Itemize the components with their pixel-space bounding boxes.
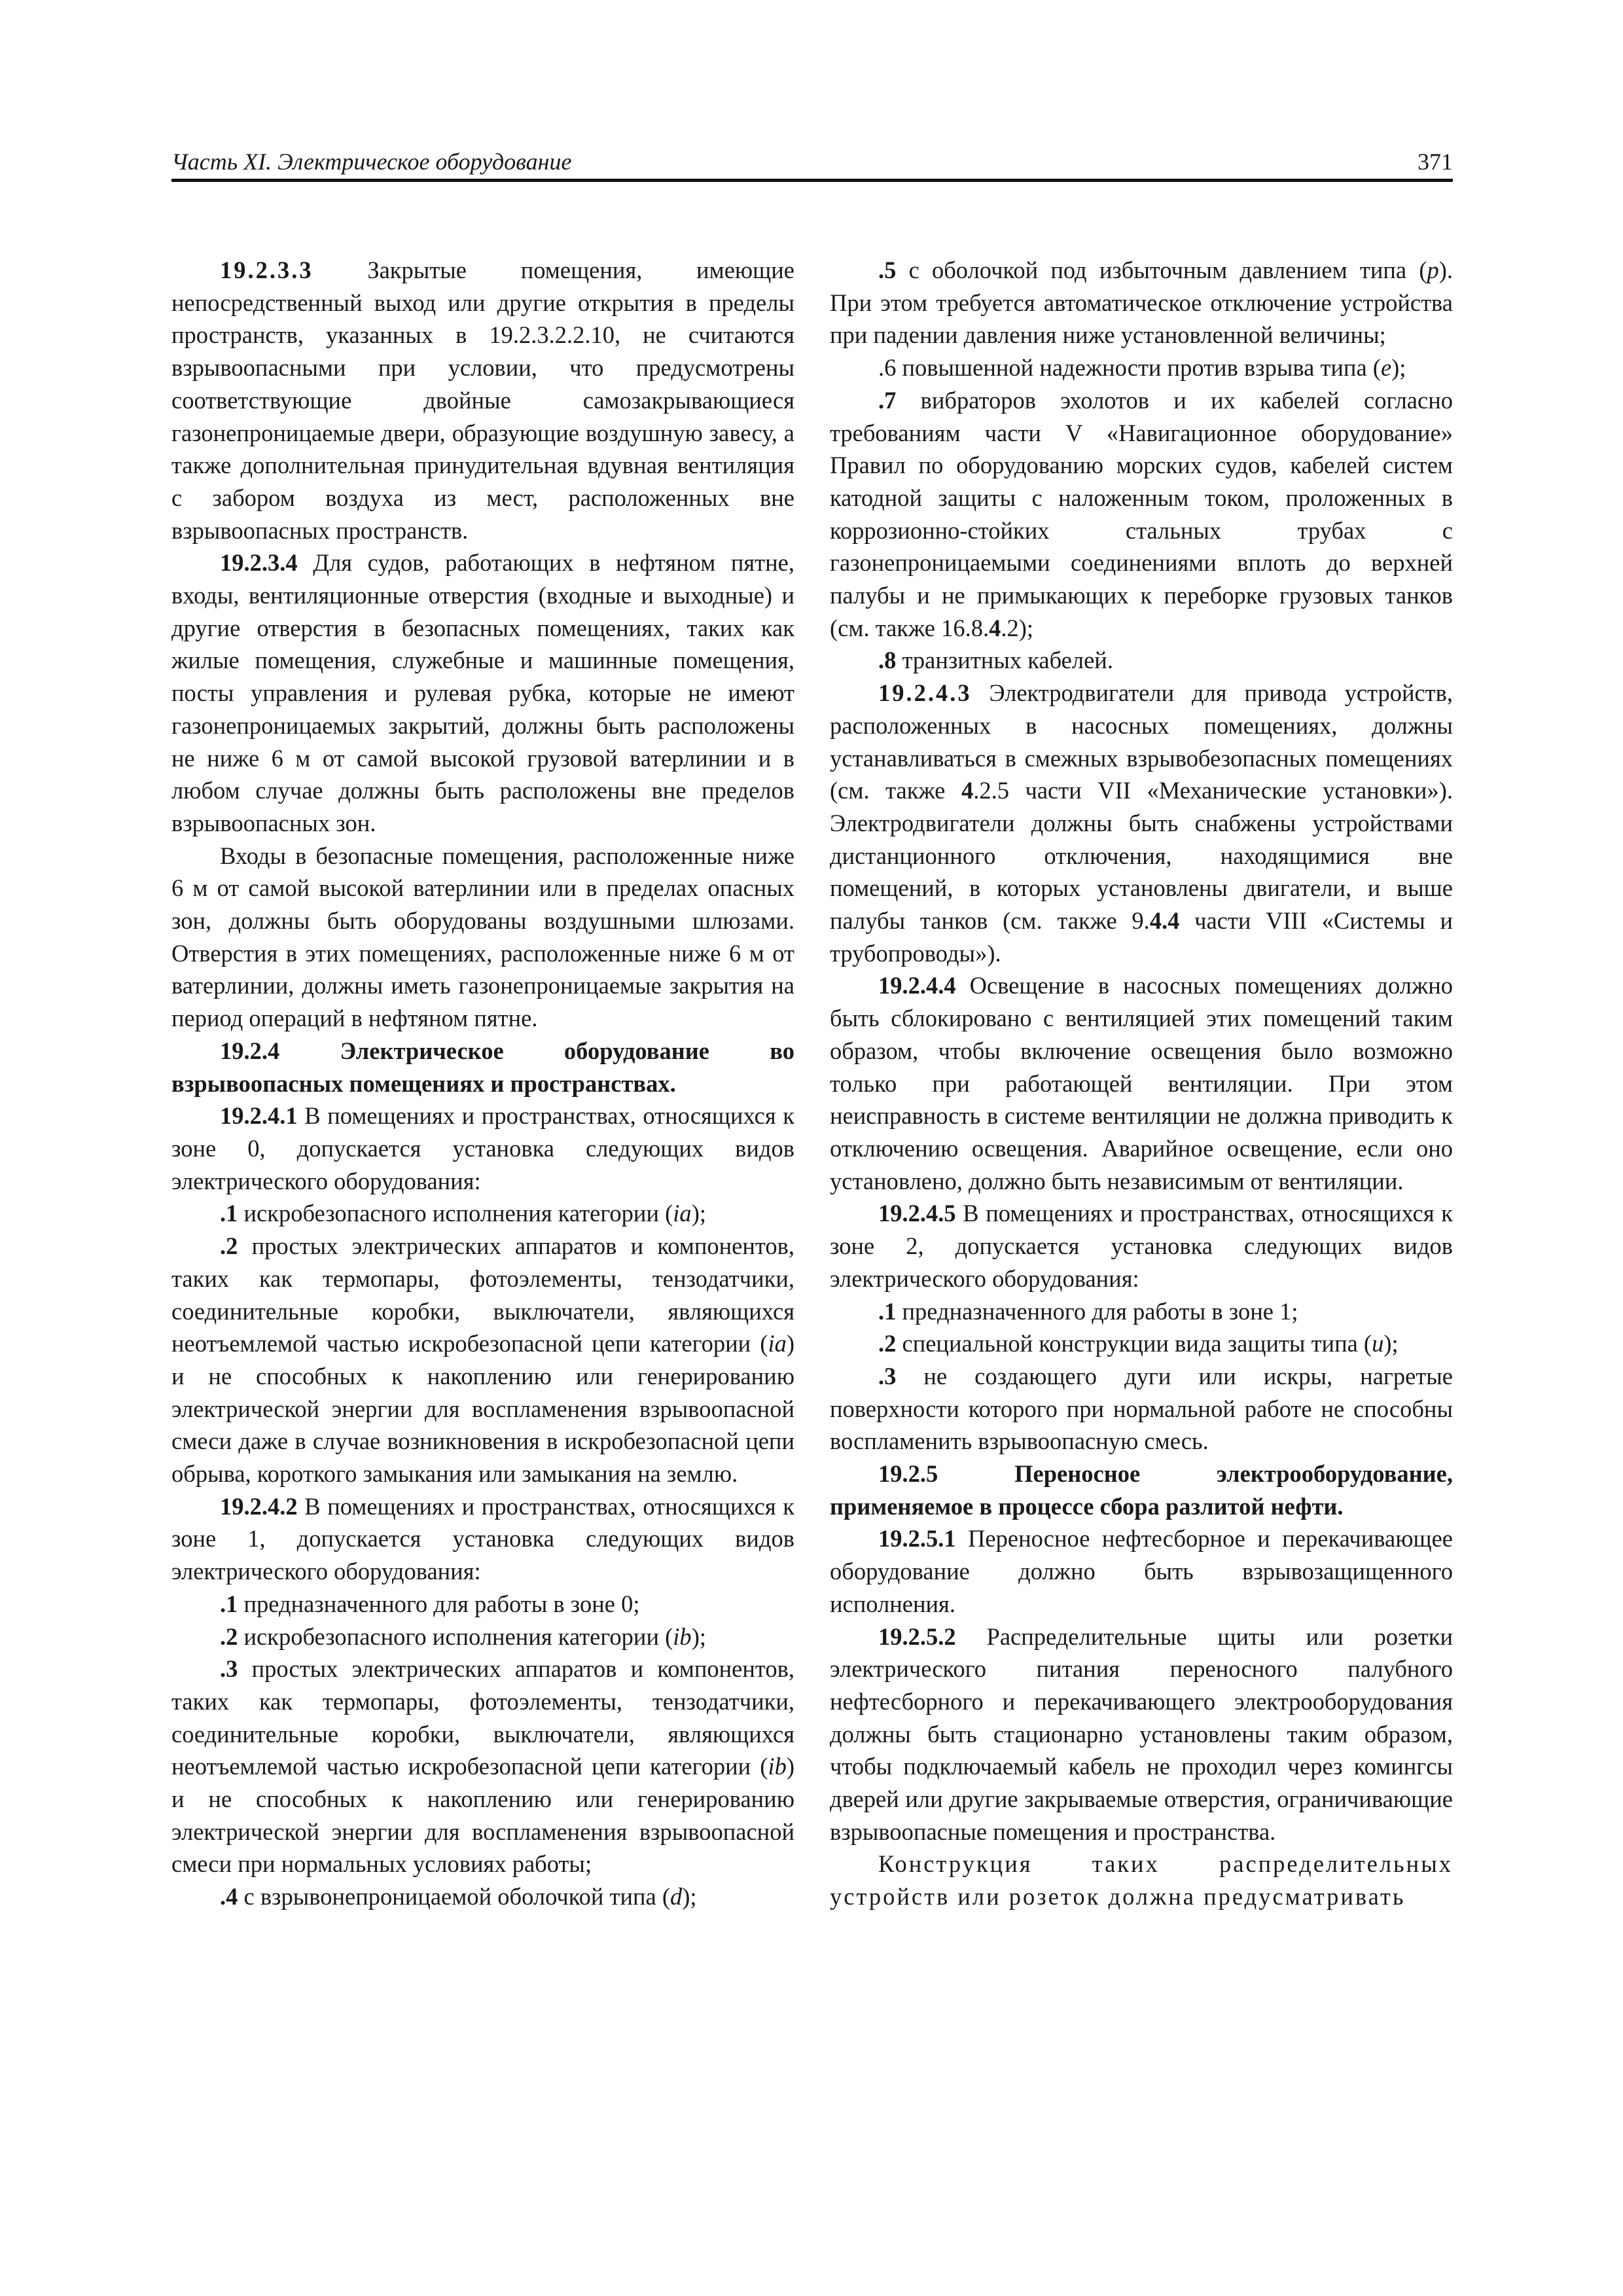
item-text: с взрывонепроницаемой оболочкой типа ( [238,1883,671,1910]
category-code: ib [673,1623,692,1650]
list-item [171,1653,794,1880]
paragraph-text: Распределительные щиты или розетки электрического питания переносного палубного нефтесборного и перекачивающего электрооборудования должны быть стационарно установлены таким образом, чтобы подключаемый кабель не проходил через комингсы дверей или другие закрываемые отверстия, ограничивающие взрывоопасные помещения и пространства. [830,1623,1453,1845]
bold-reference: 4.4 [1149,907,1180,935]
clause-number: 19.2.3.3 [220,257,313,283]
item-text: транзитных кабелей. [896,647,1113,674]
item-text: ); [682,1883,697,1910]
item-text: ) и не способных к накоплению или генерированию электрической энергии для воспламенения взрывоопасной смеси даже в случае возникновения в искробезопасной цепи обрыва, короткого замыкания или замыкания на землю. [171,1330,794,1488]
paragraph-airlocks: Входы в безопасные помещения, расположенные ниже 6 м от самой высокой ватерлинии или в пределах опасных зон, должны быть оборудованы воздушными шлюзами. Отверстия в этих помещениях, расположенные ниже 6 м от ватерлинии, должны иметь газонепроницаемые закрытия на период операций в нефтяном пятне. [171,842,794,1032]
list-item [171,1880,794,1913]
page-number: 371 [1418,149,1453,175]
item-text: простых электрических аппаратов и компонентов, таких как термопары, фотоэлементы, тензодатчики, соединительные коробки, выключатели, являющихся неотъемлемой частью искробезопасной цепи категории ( [171,1655,794,1780]
list-item [830,1327,1453,1360]
item-text: не создающего дуги или искры, нагретые поверхности которого при нормальной работе не способны воспламенить взрывоопасную смесь. [830,1362,1453,1455]
item-text: ). При этом требуется автоматическое отключение устройства при падении давления ниже установленной величины; [830,257,1453,349]
item-text: предназначенного для работы в зоне 0; [238,1590,640,1617]
item-number: .3 [220,1655,238,1683]
item-text: вибраторов эхолотов и их кабелей согласно требованиям части V «Навигационное оборудование» Правил по оборудованию морских судов, кабелей систем катодной защиты с наложенным током, проложенных в коррозионно-стойких стальных трубах с газонепроницаемыми соединениями вплоть до верхней палубы и не примыкающих к переборке грузовых танков (см. также 16.8. [830,386,1453,641]
item-text: ) и не способных к накоплению или генерированию электрической энергии для воспламенения взрывоопасной смеси при нормальных условиях работы; [171,1753,794,1878]
running-header [171,143,1453,182]
list-item [830,254,1453,351]
bold-reference: 4 [989,614,1001,641]
clause-number: 19.2.5.1 [878,1525,956,1552]
paragraph-19-2-4-1 [171,1100,794,1197]
list-item [830,384,1453,645]
paragraph-text: В помещениях и пространствах, относящихся к зоне 2, допускается установка следующих видов электрического оборудования: [830,1200,1453,1292]
paragraph-text: Для судов, работающих в нефтяном пятне, входы, вентиляционные отверстия (входные и выходные) и другие отверстия в безопасных помещениях, таких как жилые помещения, служебные и машинные помещения, посты управления и рулевая рубка, которые не имеют газонепроницаемых закрытий, должны быть расположены не ниже 6 м от самой высокой грузовой ватерлинии и в любом случае должны быть расположены вне пределов взрывоопасных зон. [171,549,794,836]
item-text: искробезопасного исполнения категории ( [238,1200,673,1227]
clause-number: 19.2.4.2 [220,1492,298,1520]
item-text: .2); [1001,614,1034,641]
bold-reference: 4 [961,777,974,804]
right-column [830,254,1453,1913]
list-item [171,1621,794,1653]
category-code: ia [768,1330,787,1357]
clause-number: 19.2.3.4 [220,549,298,577]
item-text: с оболочкой под избыточным давлением типа ( [896,257,1427,283]
paragraph-text: В помещениях и пространствах, относящихся к зоне 0, допускается установка следующих видов электрического оборудования: [171,1102,794,1194]
clause-number: 19.2.4.3 [878,679,972,707]
paragraph-19-2-5-1 [830,1522,1453,1620]
item-number: .1 [878,1297,897,1325]
item-number: .4 [220,1883,238,1910]
item-number: .1 [220,1200,238,1227]
list-item [830,1295,1453,1328]
list-item [171,1588,794,1621]
paragraph-19-2-5-2 [830,1621,1453,1848]
section-heading-19-2-5: 19.2.5 Переносное электрооборудование, применяемое в процессе сбора разлитой нефти. [830,1460,1453,1520]
list-item [171,1230,794,1490]
paragraph-text: Освещение в насосных помещениях должно быть сблокировано с вентиляцией этих помещений таким образом, чтобы включение освещения было возможно только при работающей вентиляции. При этом неисправность в системе вентиляции не должна приводить к отключению освещения. Аварийное освещение, если оно установлено, должно быть независимым от вентиляции. [830,972,1453,1194]
paragraph-text: Закрытые помещения, имеющие непосредственный выход или другие открытия в пределы пространств, указанных в 19.2.3.2.2.10, не считаются взрывоопасными при условии, что предусмотрены соответствующие двойные самозакрывающиеся газонепроницаемые двери, образующие воздушную завесу, а также дополнительная принудительная вдувная вентиляция с забором воздуха из мест, расположенных вне взрывоопасных пространств. [171,257,794,544]
left-column [171,254,794,1913]
item-number: .2 [878,1330,897,1357]
paragraph-text: Электродвигатели для привода устройств, расположенных в насосных помещениях, должны устанавливаться в смежных взрывобезопасных помещениях (см. также [830,679,1453,804]
item-number: .7 [878,386,897,414]
item-number: .6 [878,354,897,382]
item-number: .2 [220,1232,238,1260]
category-code: d [670,1883,683,1910]
paragraph-19-2-4-4 [830,969,1453,1197]
clause-number: 19.2.5.2 [878,1623,956,1650]
paragraph-text: .2.5 части VII «Механические установки»). Электродвигатели должны быть снабжены устройствами дистанционного отключения, находящимися вне помещений, в которых установлены двигатели, и выше палубы танков (см. также 9. [830,777,1453,935]
paragraph-19-2-4-3 [830,677,1453,969]
item-text: ); [691,1200,706,1227]
section-heading-19-2-4: 19.2.4 Электрическое оборудование во взрывоопасных помещениях и пространствах. [171,1037,794,1097]
clause-number: 19.2.4.5 [878,1200,956,1227]
category-code: p [1427,257,1439,283]
paragraph-19-2-3-3 [171,254,794,547]
item-text: простых электрических аппаратов и компонентов, таких как термопары, фотоэлементы, тензодатчики, соединительные коробки, выключатели, являющихся неотъемлемой частью искробезопасной цепи категории ( [171,1232,794,1357]
list-item [830,1360,1453,1458]
list-item [830,351,1453,384]
clause-number: 19.2.4.4 [878,972,956,999]
list-item [830,644,1453,677]
category-code: ib [768,1753,787,1780]
item-number: .2 [220,1623,238,1650]
paragraph-19-2-4-5 [830,1197,1453,1295]
paragraph-text: Переносное нефтесборное и перекачивающее оборудование должно быть взрывозащищенного исполнения. [830,1525,1453,1617]
header-title: Часть XI. Электрическое оборудование [171,149,572,175]
item-text: ); [691,1623,706,1650]
paragraph-construction: Конструкция таких распределительных устройств или розеток должна предусматривать [830,1850,1453,1910]
item-text: ); [1383,1330,1399,1357]
category-code: ia [673,1200,692,1227]
item-number: .3 [878,1362,897,1390]
paragraph-text: В помещениях и пространствах, относящихся к зоне 1, допускается установка следующих видов электрического оборудования: [171,1492,794,1585]
clause-number: 19.2.4.1 [220,1102,298,1130]
item-number: .1 [220,1590,238,1617]
category-code: u [1372,1330,1384,1357]
paragraph-19-2-3-4 [171,547,794,839]
item-text: специальной конструкции вида защиты типа ( [896,1330,1372,1357]
item-text: повышенной надежности против взрыва типа ( [896,354,1381,382]
item-text: ); [1391,354,1406,382]
item-text: предназначенного для работы в зоне 1; [896,1297,1298,1325]
item-number: .5 [878,257,897,283]
paragraph-text: части VIII «Системы и трубопроводы»). [830,907,1453,967]
paragraph-19-2-4-2 [171,1490,794,1588]
item-text: искробезопасного исполнения категории ( [238,1623,673,1650]
category-code: e [1380,354,1392,382]
item-number: .8 [878,647,897,674]
list-item [171,1197,794,1230]
